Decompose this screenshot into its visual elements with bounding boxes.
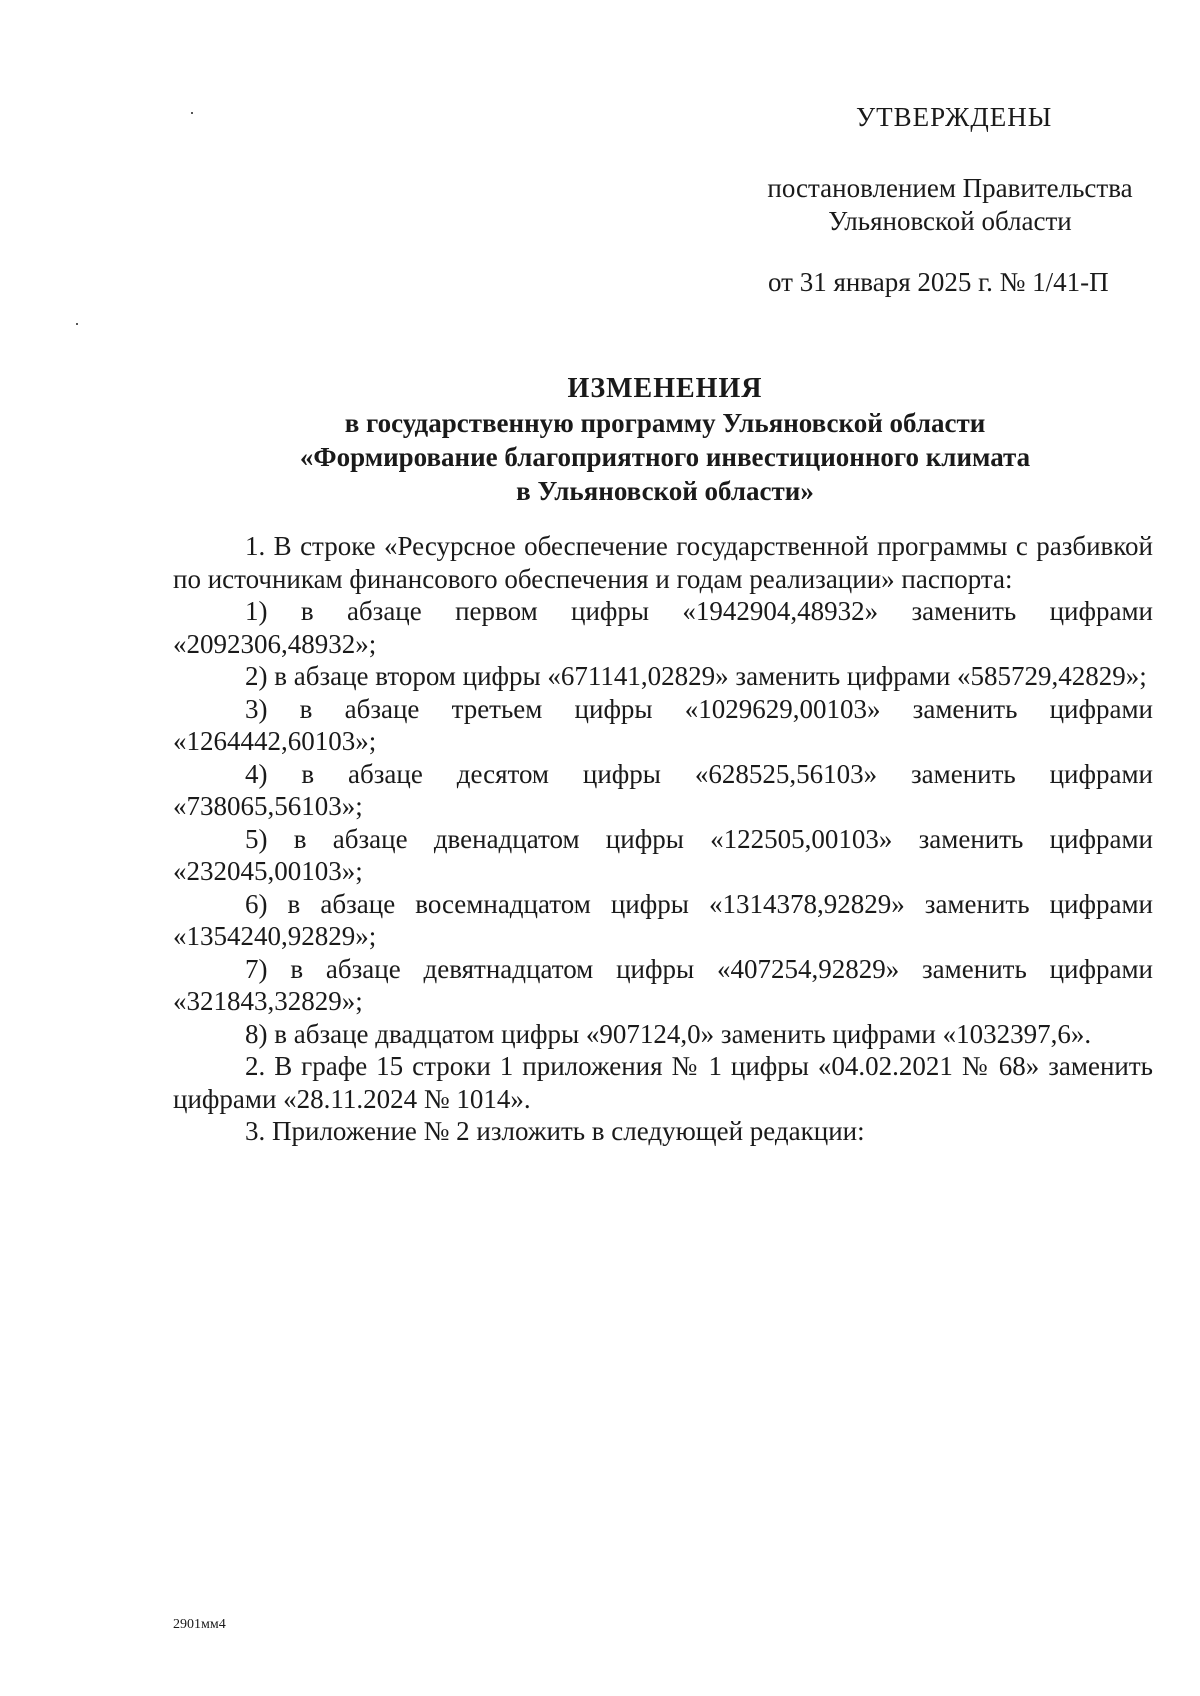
list-item: 7) в абзаце девятнадцатом цифры «407254,92829» заменить цифрами «321843,32829»; [173,953,1153,1016]
list-item: 5) в абзаце двенадцатом цифры «122505,00103» заменить цифрами «232045,00103»; [173,823,1153,886]
list-item: 8) в абзаце двадцатом цифры «907124,0» заменить цифрами «1032397,6». [245,1018,1092,1049]
list-item: 6) в абзаце восемнадцатом цифры «1314378,92829» заменить цифрами «1354240,92829»; [173,888,1153,951]
title-line: в государственную программу Ульяновской области [344,408,986,438]
list-item: 2) в абзаце втором цифры «671141,02829» заменить цифрами «585729,42829»; [245,661,1147,691]
footer-code: 2901мм4 [173,1617,226,1632]
list-item: 3) в абзаце третьем цифры «1029629,00103» заменить цифрами «1264442,60103»; [173,693,1153,756]
approval-stamp: УТВЕРЖДЕНЫ [856,102,1053,132]
approval-date: от 31 января 2025 г. № 1/41-П [768,267,1109,297]
decree-line: постановлением Правительства [767,173,1133,203]
title-line: «Формирование благоприятного инвестиционного климата [299,442,1031,472]
list-item: 1) в абзаце первом цифры «1942904,48932» заменить цифрами «2092306,48932»; [173,596,1153,659]
decree-line: Ульяновской области [828,206,1072,236]
paragraph-3: 3. Приложение № 2 изложить в следующей редакции: [245,1116,865,1146]
title-line: в Ульяновской области» [516,476,814,506]
scan-speck [191,112,193,114]
paragraph-1: 1. В строке «Ресурсное обеспечение государственной программы с разбивкой по источникам финансового обеспечения и годам реализации» паспорта: [173,531,1153,594]
list-item: 4) в абзаце десятом цифры «628525,56103» заменить цифрами «738065,56103»; [173,758,1153,821]
document-title [165,372,1165,508]
title-main: ИЗМЕНЕНИЯ [567,373,763,404]
approval-decree [760,172,1140,238]
document-body [173,530,1153,1148]
scan-speck [76,323,78,325]
paragraph-2: 2. В графе 15 строки 1 приложения № 1 цифры «04.02.2021 № 68» заменить цифрами «28.11.2024 № 1014». [173,1051,1153,1114]
